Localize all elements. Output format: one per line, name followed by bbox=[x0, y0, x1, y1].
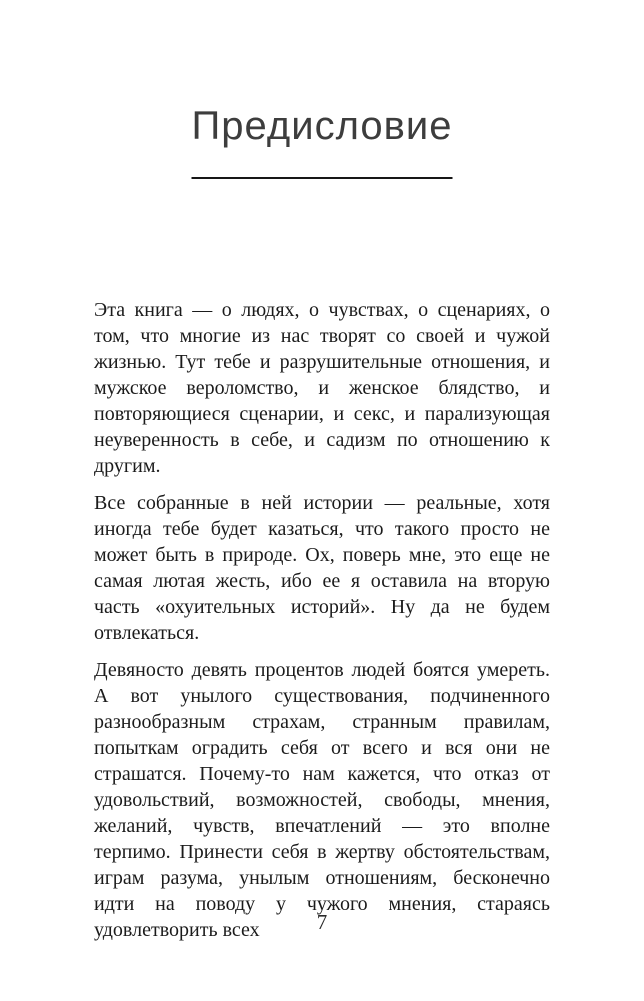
paragraph-3: Девяносто девять процентов людей боятся умереть. А вот унылого существования, подчиненного разнообразным страхам, странным правилам, попыткам оградить себя от всего и вся они не страшатся. Почему-то нам кажется, что отказ от удовольствий, возможностей, свободы, мнения, желаний, чувств, впечатлений — это вполне терпимо. Принести себя в жертву обстоятельствам, играм разума, унылым отношениям, бесконечно идти на поводу у чужого мнения, стараясь удовлетворить всех bbox=[94, 659, 550, 941]
chapter-body bbox=[94, 297, 550, 954]
title-divider bbox=[192, 177, 453, 179]
chapter-title: Предисловие bbox=[191, 104, 453, 148]
paragraph-2: Все собранные в ней истории — реальные, хотя иногда тебе будет казаться, что такого просто не может быть в природе. Ох, поверь мне, это еще не самая лютая жесть, ибо ее я оставила на вторую часть «охуительных историй». Ну да не будем отвлекаться. bbox=[94, 492, 550, 644]
page-number: 7 bbox=[316, 910, 328, 934]
paragraph-1: Эта книга — о людях, о чувствах, о сценариях, о том, что многие из нас творят со своей и чужой жизнью. Тут тебе и разрушительные отношения, и мужское вероломство, и женское блядство, и повторяющиеся сценарии, и секс, и парализующая неуверенность в себе, и садизм по отношению к другим. bbox=[94, 299, 550, 477]
